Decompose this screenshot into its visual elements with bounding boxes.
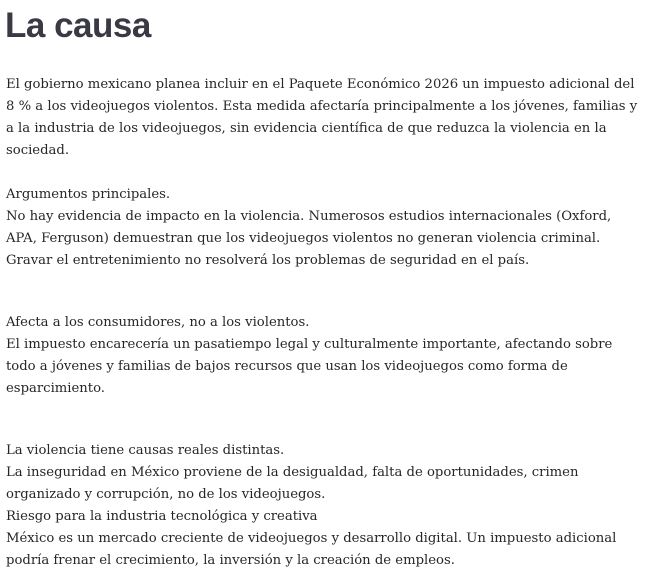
section-text: El impuesto encarecería un pasatiempo legal y culturalmente importante, afectando sobre todo a jóvenes y familias de bajos recursos que usan los videojuegos como forma de esparcimiento.	[6, 337, 613, 396]
section-arguments	[6, 184, 642, 272]
intro-paragraph: El gobierno mexicano planea incluir en el Paquete Económico 2026 un impuesto adicional del 8 % a los videojuegos violentos. Esta medida afectaría principalmente a los jóvenes, familias y a la industria de los videojuegos, sin evidencia científica de que reduzca la violencia en la sociedad.	[6, 77, 638, 158]
section-causes	[6, 440, 642, 572]
section-heading: La violencia tiene causas reales distintas.	[6, 443, 285, 458]
section-text: No hay evidencia de impacto en la violencia. Numerosos estudios internacionales (Oxford, APA, Ferguson) demuestran que los videojuegos violentos no generan violencia criminal. Gravar el entretenimiento no resolverá los problemas de seguridad en el país.	[6, 209, 612, 268]
document-body	[6, 74, 642, 572]
section-text: México es un mercado creciente de videojuegos y desarrollo digital. Un impuesto adicional podría frenar el crecimiento, la inversión y la creación de empleos.	[6, 531, 617, 568]
section-text: La inseguridad en México proviene de la desigualdad, falta de oportunidades, crimen organizado y corrupción, no de los videojuegos.	[6, 465, 579, 502]
spacer	[6, 400, 642, 440]
section-subheading: Riesgo para la industria tecnológica y creativa	[6, 509, 318, 524]
section-consumers	[6, 312, 642, 400]
page-title: La causa	[5, 6, 151, 45]
section-heading: Afecta a los consumidores, no a los violentos.	[6, 315, 310, 330]
spacer	[6, 162, 642, 184]
section-heading: Argumentos principales.	[6, 187, 171, 202]
spacer	[6, 272, 642, 312]
